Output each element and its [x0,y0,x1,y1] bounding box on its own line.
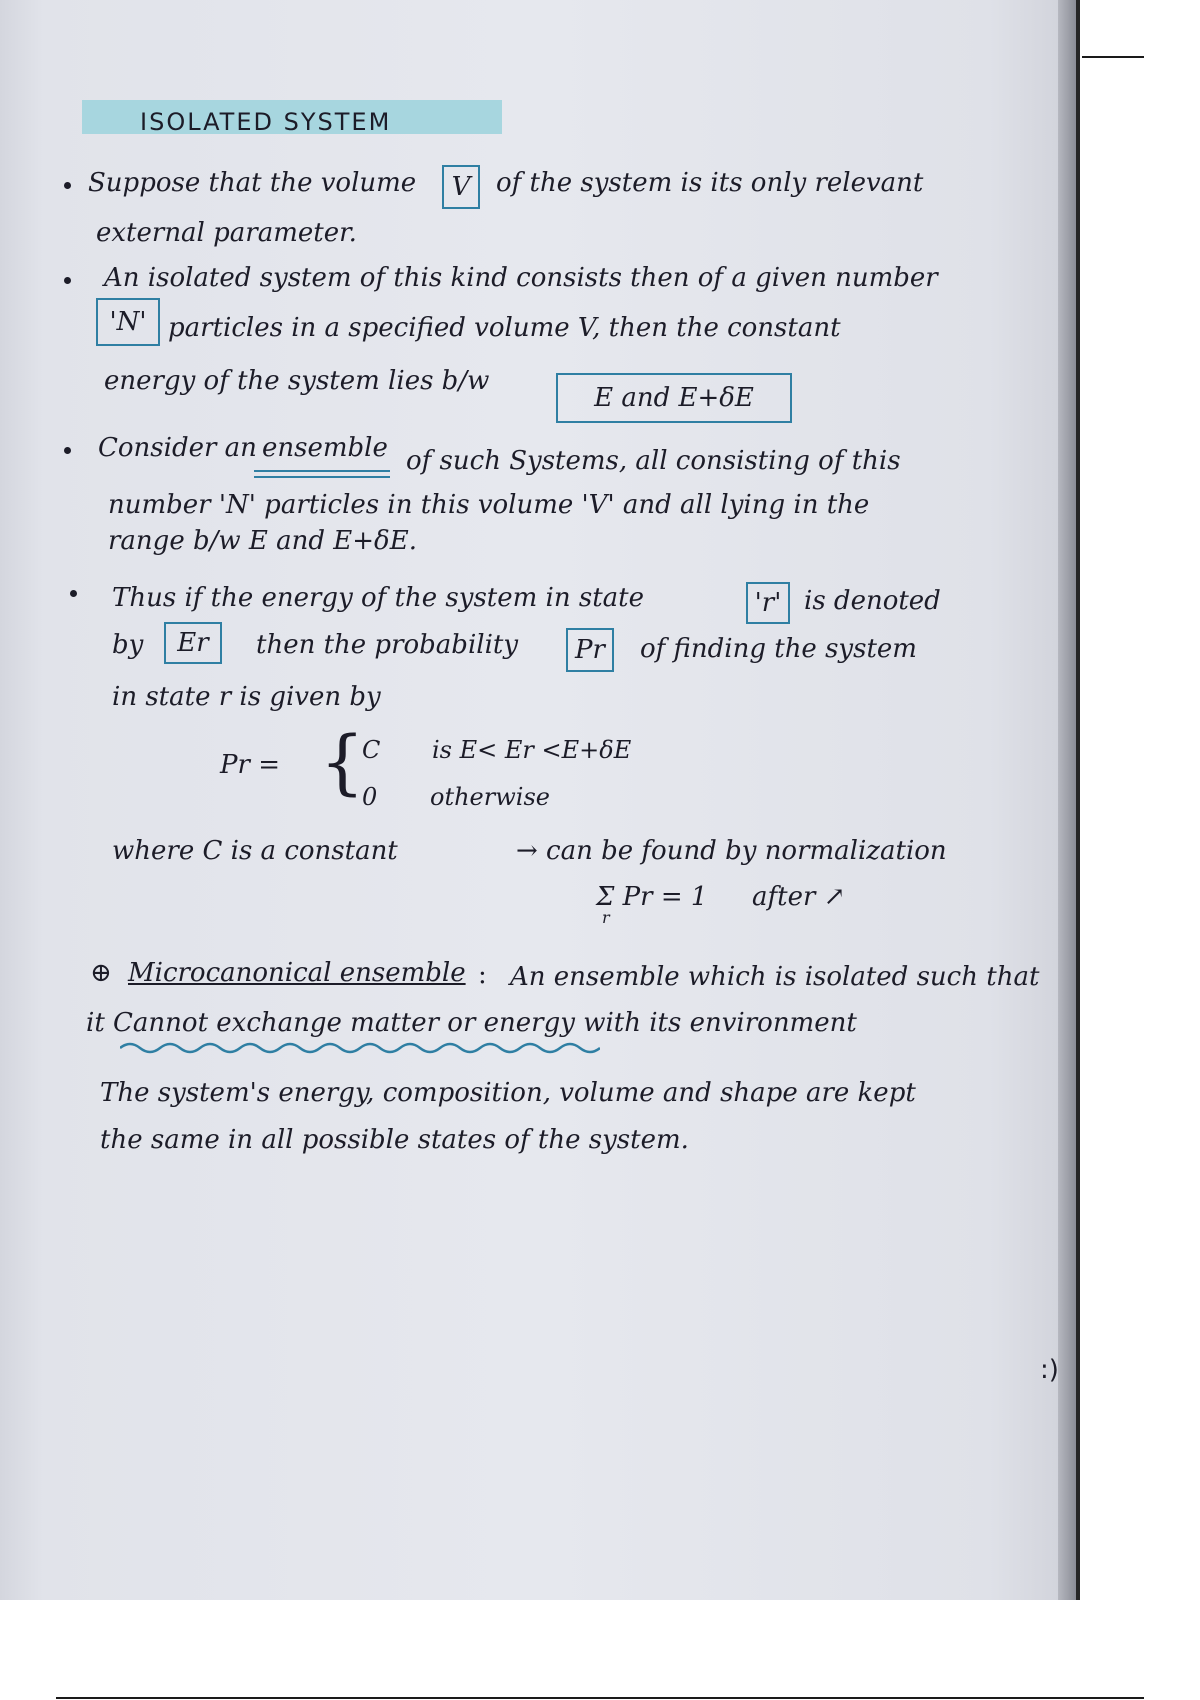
closing-line1: The system's energy, composition, volume and shape are kept [100,1078,916,1108]
normalization-note: → can be found by normalization [516,836,947,866]
equation-case2-value: 0 [362,783,378,811]
bullet [64,277,71,284]
n-particles-box: 'N' [96,298,160,346]
equation-case1-value: C [362,736,381,764]
normalization-sum: Σ Pr = 1 [596,882,708,912]
para4-line1-pre: Thus if the energy of the system in state [112,583,644,613]
para1-line1-pre: Suppose that the volume [88,168,417,198]
normalization-after: after ↗ [752,882,846,912]
ensemble-underline [254,476,390,478]
top-right-rule [1082,56,1144,58]
micro-symbol: ⊕ [90,958,112,988]
energy-range-box: E and E+δE [556,373,792,423]
para3-line1-post: of such Systems, all consisting of this [406,446,901,476]
probability-pr-box: Pr [566,628,614,672]
micro-definition-1: An ensemble which is isolated such that [510,962,1040,992]
page-title: ISOLATED SYSTEM [140,108,392,136]
para3-line2: number 'N' particles in this volume 'V' and all lying in the [108,490,870,520]
equation-lhs: Pr = [220,750,280,780]
volume-box: V [442,165,480,209]
bullet [64,447,71,454]
equation-case2-condition: otherwise [430,783,550,811]
para2-line3-pre: energy of the system lies b/w [104,366,490,396]
ensemble-word: ensemble [262,433,388,463]
para4-line2-post: of finding the system [640,634,917,664]
ensemble-underline [254,470,390,472]
para3-line3: range b/w E and E+δE. [108,526,417,556]
smiley: :) [1040,1355,1059,1385]
bottom-rule [56,1697,1144,1699]
closing-line2: the same in all possible states of the system. [100,1125,689,1155]
where-line: where C is a constant [112,836,398,866]
para4-line2-pre: by [112,630,144,660]
para4-line3: in state r is given by [112,682,381,712]
para4-line1-post: is denoted [804,586,941,616]
equation-brace: { [320,721,365,803]
page-edge-shadow [1076,0,1080,1600]
normalization-sum-index: r [602,908,610,927]
para2-line2: particles in a specified volume V, then the constant [168,313,841,343]
state-r-box: 'r' [746,582,790,624]
para3-line1-pre: Consider an [98,433,257,463]
wavy-underline [120,1038,600,1054]
bullet [64,182,71,189]
micro-term: Microcanonical ensemble [128,958,466,988]
micro-definition-2: it Cannot exchange matter or energy with its environment [86,1008,857,1038]
bullet [70,590,77,597]
para2-line1: An isolated system of this kind consists then of a given number [104,263,938,293]
energy-er-box: Er [164,622,222,664]
page-edge [1058,0,1076,1600]
para1-line1-post: of the system is its only relevant [496,168,924,198]
para1-line2: external parameter. [96,218,357,248]
equation-case1-condition: is E< Er <E+δE [432,736,632,764]
para4-line2-mid: then the probability [256,630,519,660]
micro-colon: : [478,960,487,990]
